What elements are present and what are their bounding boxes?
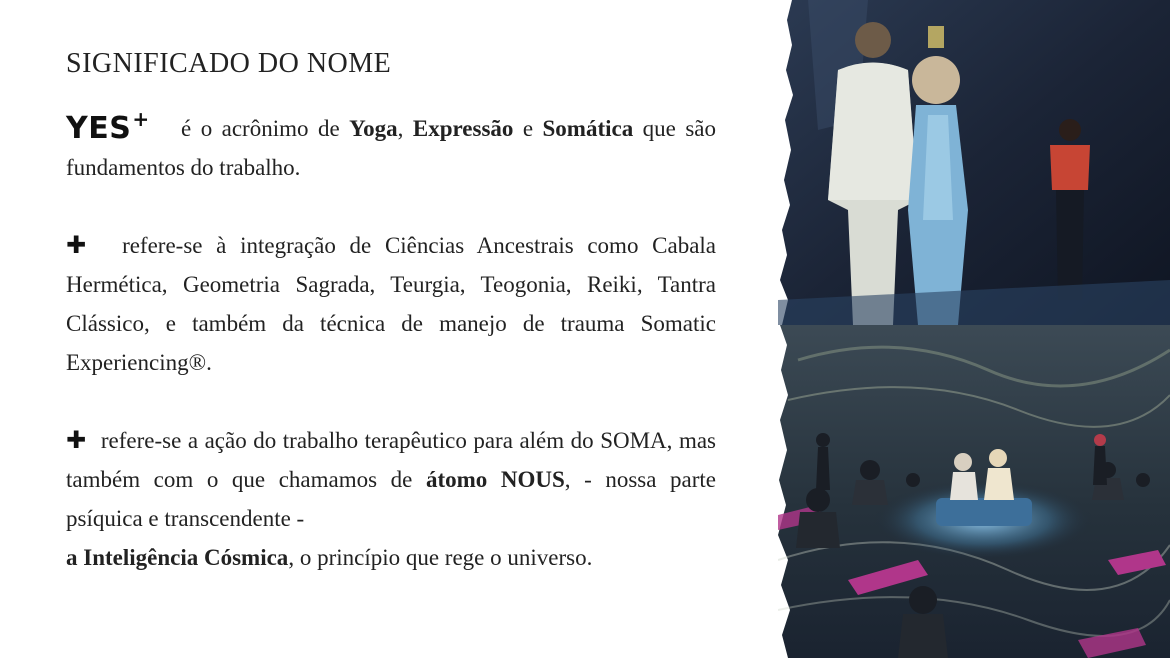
photo-collage [778,0,1170,658]
page-title: SIGNIFICADO DO NOME [66,48,392,79]
bold-inteligencia-cosmica: a Inteligência Cósmica [66,545,289,570]
bold-somatica: Somática [542,116,634,141]
plus-icon: ✚ [66,231,95,259]
photo-collage-svg [778,0,1170,658]
paragraph-soma: ✚ refere-se a ação do trabalho terapêutico para além do SOMA, mas também com o que chamamos de átomo NOUS, - nossa parte psíquica e transcendente - [66,426,716,531]
photo-immersive-room [778,325,1170,658]
text-column [66,48,716,577]
photo-performers [778,0,1170,325]
yes-logo: YES+ [66,107,150,146]
paragraph-integration: ✚ refere-se à integração de Ciências Ancestrais como Cabala Hermética, Geometria Sagrada, Teurgia, Teogonia, Reiki, Tantra Clássico, e também da técnica de manejo de trauma Somatic Experiencing®. [66,231,717,375]
plus-icon: ✚ [66,426,87,454]
bold-yoga: Yoga [349,116,398,141]
bold-atomo-nous: átomo NOUS [425,467,565,492]
paragraph-cosmic: a Inteligência Cósmica, o princípio que rege o universo. [66,545,593,570]
bold-expressao: Expressão [412,116,514,141]
paragraph-acronym: YES+ é o acrônimo de Yoga, Expressão e Somática que são fundamentos do trabalho. [66,107,716,180]
